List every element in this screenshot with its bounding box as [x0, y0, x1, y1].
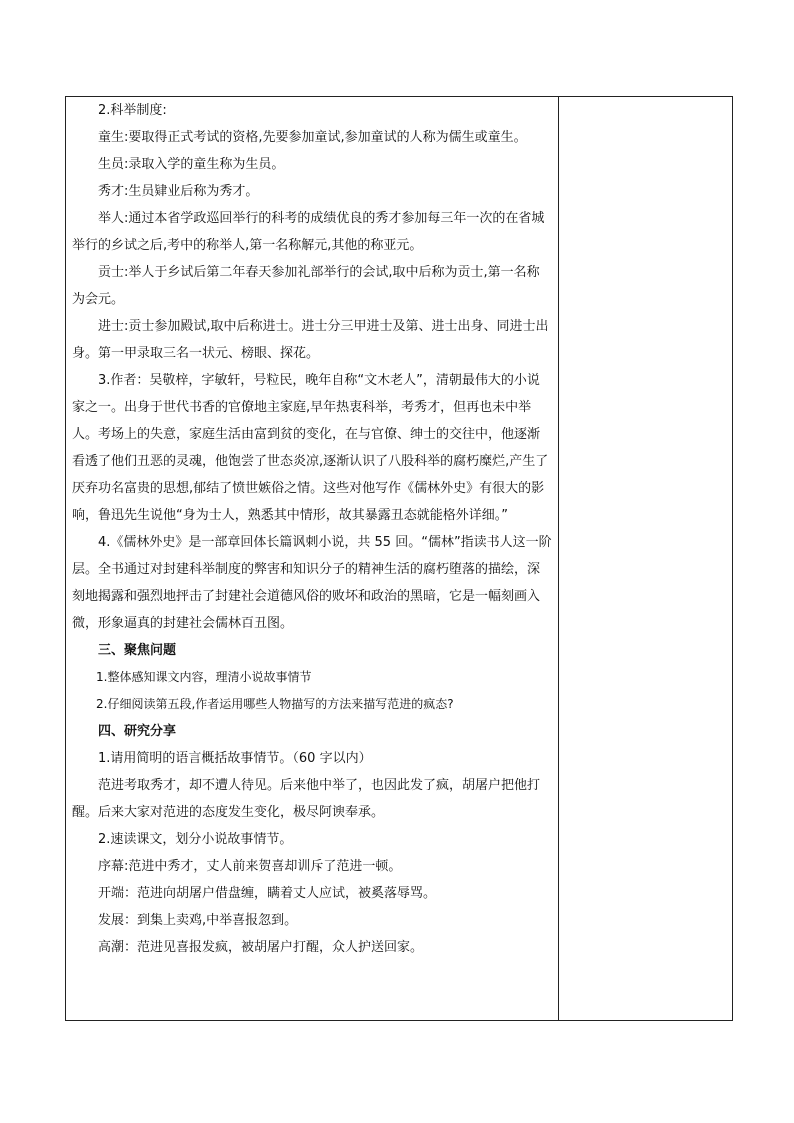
task-1-answer: 范进考取秀才，却不遭人待见。后来他中举了，也因此发了疯，胡屠户把他打醒。后来大家对范进的态度发生变化，极尽阿谀奉承。: [72, 778, 541, 820]
paragraph-jinshi: 进士:贡士参加殿试,取中后称进士。进士分三甲进士及第、进士出身、同进士出身。第一甲录取三名一状元、榜眼、探花。: [72, 319, 549, 361]
plot-beginning: 开端：范进向胡屠户借盘缠，瞒着丈人应试，被奚落辱骂。: [98, 886, 437, 901]
document-table: [65, 96, 733, 1021]
task-2: 2.速读课文，划分小说故事情节。: [98, 832, 293, 847]
plot-climax: 高潮：范进见喜报发疯，被胡屠户打醒，众人护送回家。: [98, 940, 424, 955]
paragraph-tongsheng: 童生:要取得正式考试的资格,先要参加童试,参加童试的人称为儒生或童生。: [98, 130, 527, 145]
plot-development: 发展：到集上卖鸡,中举喜报忽到。: [98, 913, 298, 928]
plot-prologue: 序幕:范进中秀才，丈人前来贺喜却训斥了范进一顿。: [98, 859, 402, 874]
paragraph-juren: 举人:通过本省学政巡回举行的科考的成绩优良的秀才参加每三年一次的在省城举行的乡试之后,考中的称举人,第一名称解元,其他的称亚元。: [72, 211, 545, 253]
section-title-keju: 2.科举制度:: [98, 103, 167, 118]
paragraph-author: 3.作者：吴敬梓，字敏轩，号粒民，晚年自称“文木老人”，清朝最伟大的小说家之一。出身于世代书香的官僚地主家庭,早年热衷科举，考秀才，但再也未中举人。考场上的失意，家庭生活由富到贫的变化，在与官僚、绅士的交往中，他逐渐看透了他们丑恶的灵魂，他饱尝了世态炎凉,逐渐认识了八股科举的腐朽糜烂,产生了厌弃功名富贵的思想,郁结了愤世嫉俗之情。这些对他写作《儒林外史》有很大的影响，鲁迅先生说他“身为士人，熟悉其中情形，故其暴露丑态就能格外详细。”: [72, 373, 549, 523]
paragraph-gongshi: 贡士:举人于乡试后第二年春天参加礼部举行的会试,取中后称为贡士,第一名称为会元。: [72, 265, 540, 307]
paragraph-shengyuan: 生员:录取入学的童生称为生员。: [98, 157, 285, 172]
main-content-cell: [72, 97, 552, 961]
question-1: 1.整体感知课文内容，理清小说故事情节: [96, 670, 312, 684]
notes-cell: [559, 97, 732, 1020]
task-1: 1.请用简明的语言概括故事情节。（60 字以内）: [98, 751, 372, 766]
question-2: 2.仔细阅读第五段,作者运用哪些人物描写的方法来描写范进的疯态?: [96, 697, 454, 711]
heading-research-share: 四、研究分享: [98, 724, 177, 739]
paragraph-rulinwaishi: 4.《儒林外史》是一部章回体长篇讽刺小说，共 55 回。“儒林”指读书人这一阶层。全书通过对封建科举制度的弊害和知识分子的精神生活的腐朽堕落的描绘，深刻地揭露和强烈地抨击了封建社会道德风俗的败坏和政治的黑暗，它是一幅刻画入微，形象逼真的封建社会儒林百丑图。: [72, 535, 552, 631]
paragraph-xiucai: 秀才:生员肄业后称为秀才。: [98, 184, 259, 199]
heading-focus-questions: 三、聚焦问题: [98, 643, 177, 658]
